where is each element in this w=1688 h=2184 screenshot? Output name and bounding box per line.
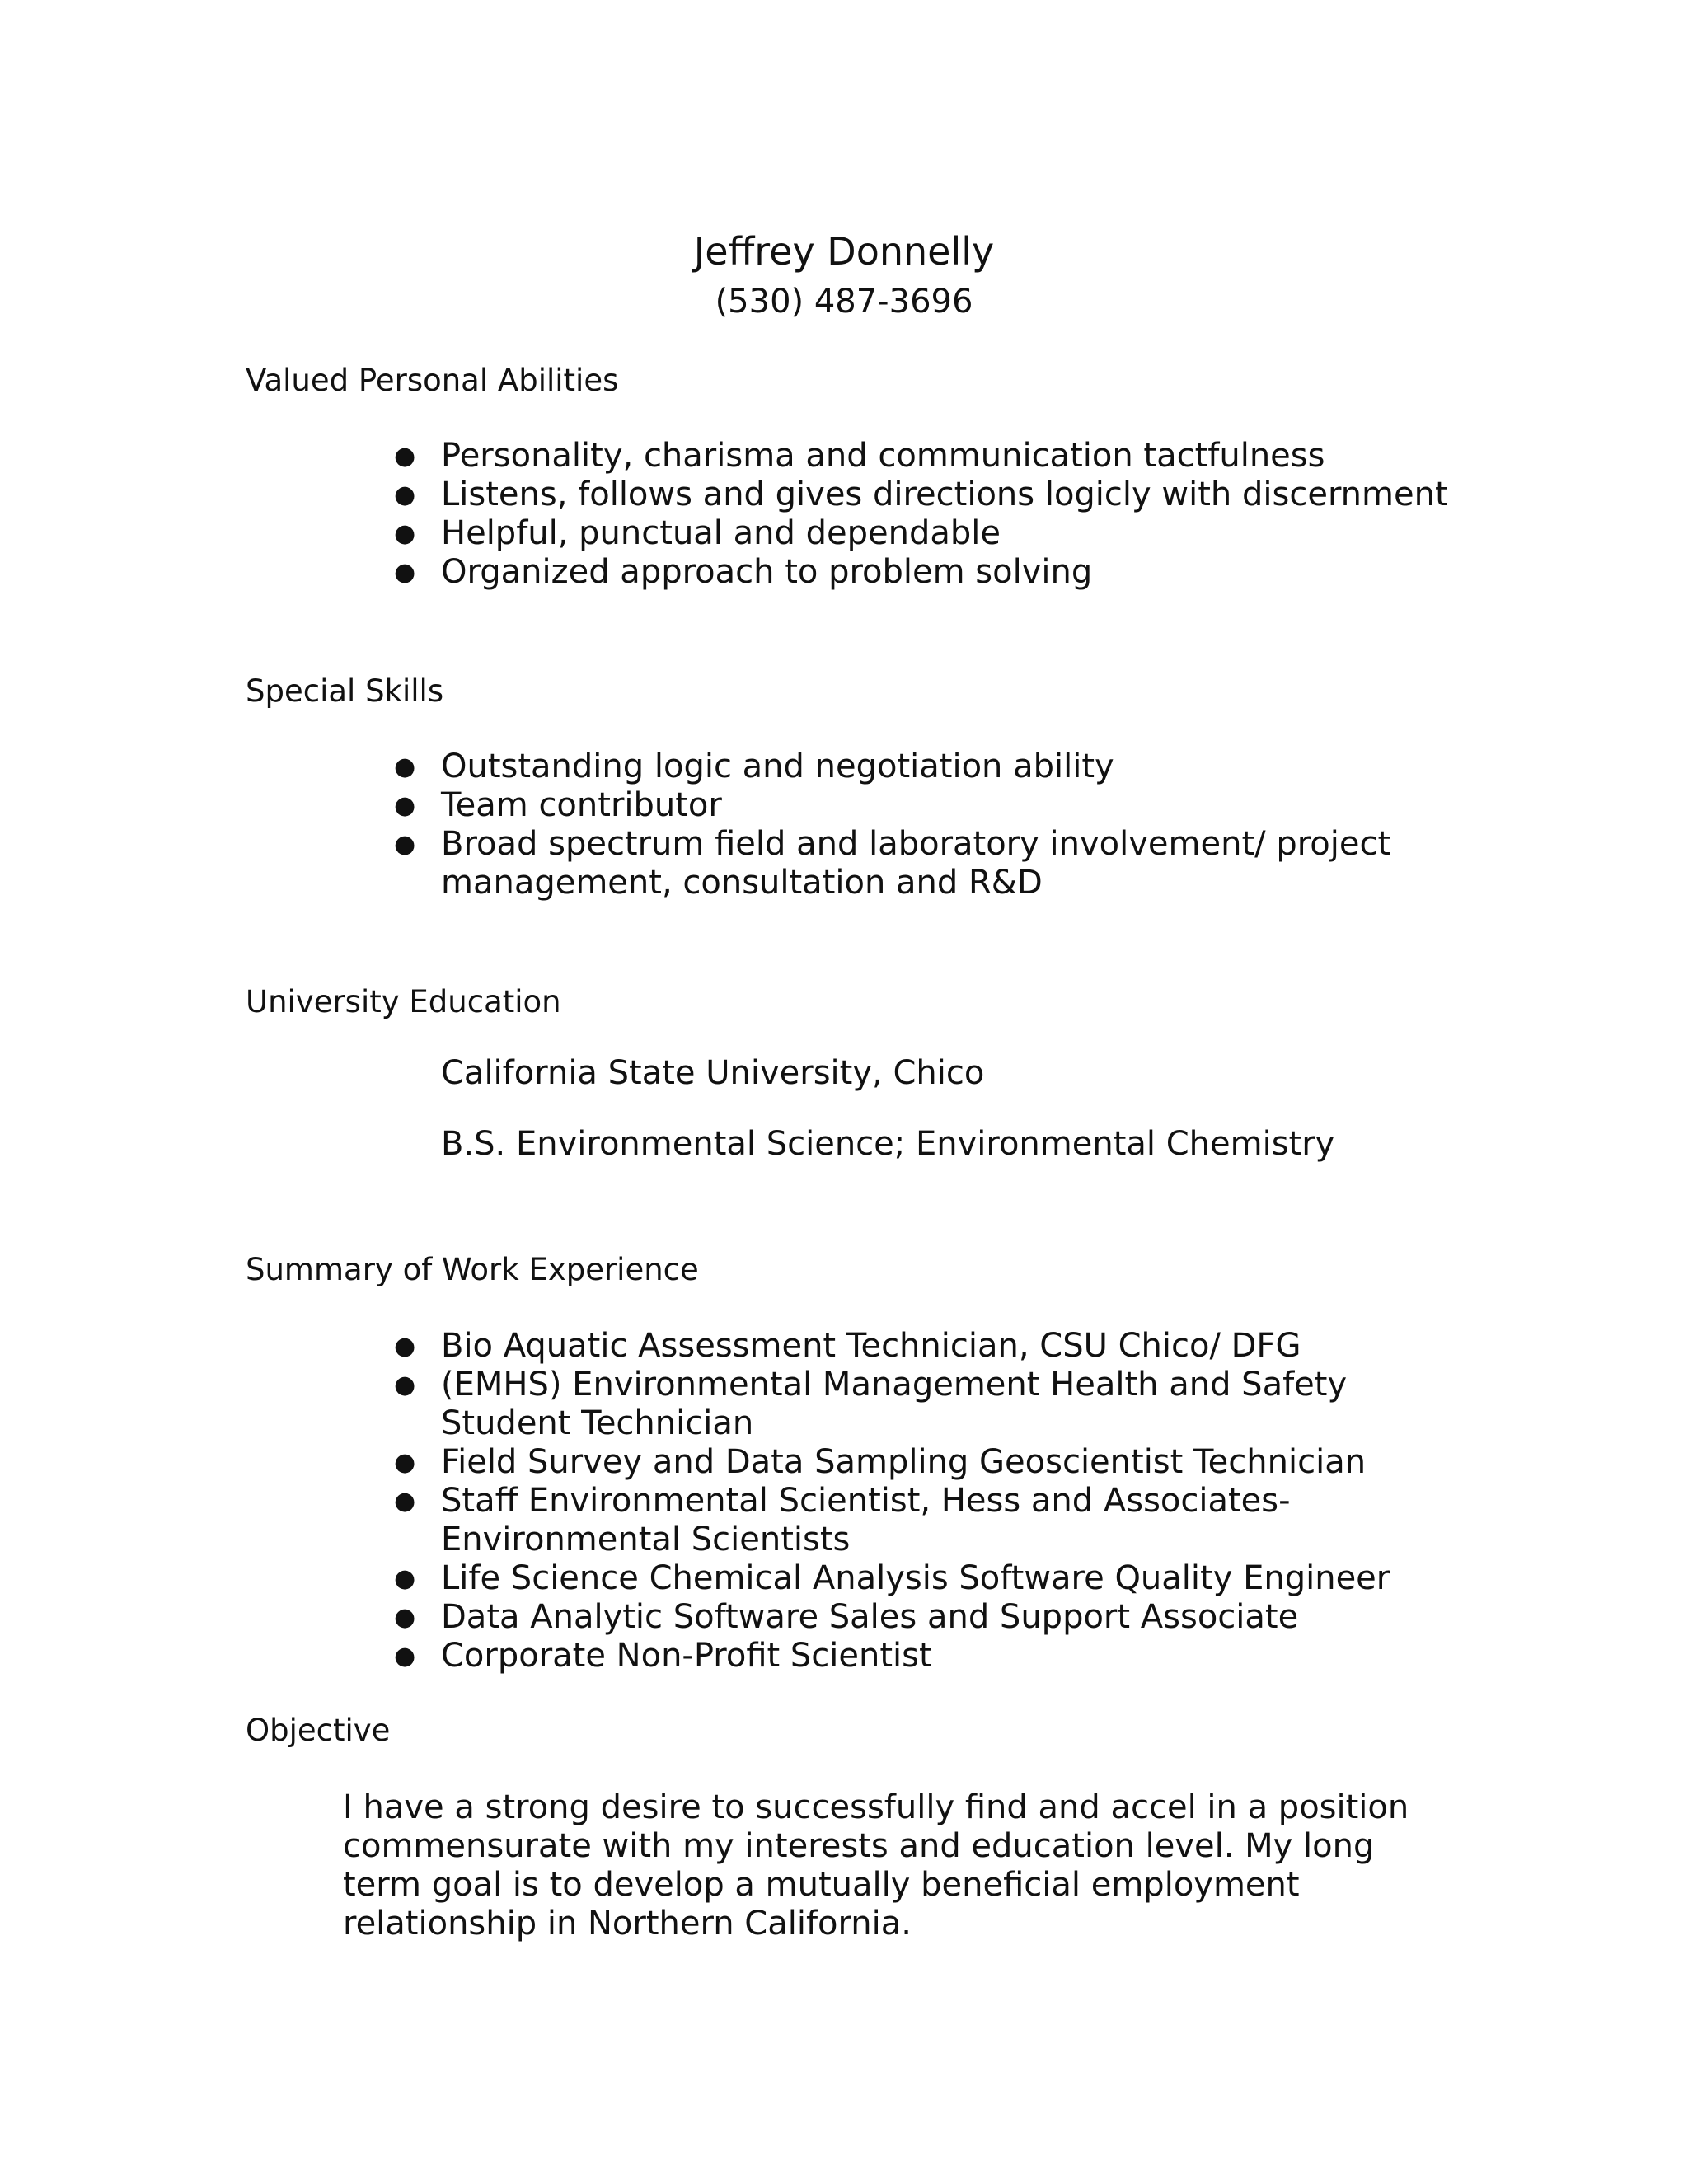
list-item xyxy=(387,825,1459,902)
list-item-text: Helpful, punctual and dependable xyxy=(441,514,1001,552)
list-item-text: Personality, charisma and communication tactfulness xyxy=(441,437,1325,475)
list-item-text: Organized approach to problem solving xyxy=(441,553,1093,591)
bullet-icon: ● xyxy=(394,519,416,548)
bullet-icon: ● xyxy=(394,1332,416,1361)
bullet-icon: ● xyxy=(394,1603,416,1632)
bullet-icon: ● xyxy=(394,1448,416,1477)
list-item xyxy=(387,553,1459,592)
list-item-text: Broad spectrum field and laboratory involvement/ project management, consultation and R&D xyxy=(441,825,1391,902)
abilities-heading: Valued Personal Abilities xyxy=(246,363,619,398)
bullet-icon: ● xyxy=(394,1642,416,1671)
list-item-text: Field Survey and Data Sampling Geoscientist Technician xyxy=(441,1443,1367,1481)
objective-heading: Objective xyxy=(246,1713,391,1748)
list-item xyxy=(387,786,1459,825)
list-item-text: Corporate Non-Profit Scientist xyxy=(441,1637,932,1675)
bullet-icon: ● xyxy=(394,791,416,820)
objective-text: I have a strong desire to successfully find and accel in a position commensurate with my interests and education level. My long term goal is to develop a mutually beneficial employment relationship in Northern California. xyxy=(343,1788,1409,1943)
list-item xyxy=(387,748,1459,786)
bullet-icon: ● xyxy=(394,1487,416,1516)
list-item xyxy=(387,1598,1459,1637)
bullet-icon: ● xyxy=(394,1371,416,1399)
list-item xyxy=(387,476,1459,514)
list-item-text: Team contributor xyxy=(441,786,722,824)
list-item xyxy=(387,1443,1459,1482)
bullet-icon: ● xyxy=(394,752,416,781)
bullet-icon: ● xyxy=(394,830,416,859)
list-item xyxy=(387,1482,1459,1559)
bullet-icon: ● xyxy=(394,558,416,587)
bullet-icon: ● xyxy=(394,480,416,509)
list-item xyxy=(387,1327,1459,1366)
bullet-icon: ● xyxy=(394,442,416,471)
list-item-text: Listens, follows and gives directions logicly with discernment xyxy=(441,476,1448,513)
list-item xyxy=(387,437,1459,476)
resume-name: Jeffrey Donnelly xyxy=(693,229,995,274)
education-school: California State University, Chico xyxy=(441,1054,985,1092)
experience-list xyxy=(387,1327,1459,1675)
list-item xyxy=(387,514,1459,553)
list-item xyxy=(387,1366,1459,1443)
list-item-text: Bio Aquatic Assessment Technician, CSU Chico/ DFG xyxy=(441,1327,1301,1365)
education-degree: B.S. Environmental Science; Environmental Chemistry xyxy=(441,1125,1335,1163)
bullet-icon: ● xyxy=(394,1564,416,1593)
list-item xyxy=(387,1637,1459,1675)
list-item-text: Life Science Chemical Analysis Software Quality Engineer xyxy=(441,1559,1390,1597)
list-item-text: Outstanding logic and negotiation ability xyxy=(441,748,1114,785)
experience-heading: Summary of Work Experience xyxy=(246,1252,699,1287)
list-item xyxy=(387,1559,1459,1598)
skills-heading: Special Skills xyxy=(246,673,444,709)
phone-number: (530) 487-3696 xyxy=(715,283,973,321)
list-item-text: Staff Environmental Scientist, Hess and Associates-Environmental Scientists xyxy=(441,1482,1291,1558)
list-item-text: (EMHS) Environmental Management Health and Safety Student Technician xyxy=(441,1366,1348,1442)
skills-list xyxy=(387,748,1459,902)
education-heading: University Education xyxy=(246,984,561,1019)
list-item-text: Data Analytic Software Sales and Support Associate xyxy=(441,1598,1299,1636)
abilities-list xyxy=(387,437,1459,592)
